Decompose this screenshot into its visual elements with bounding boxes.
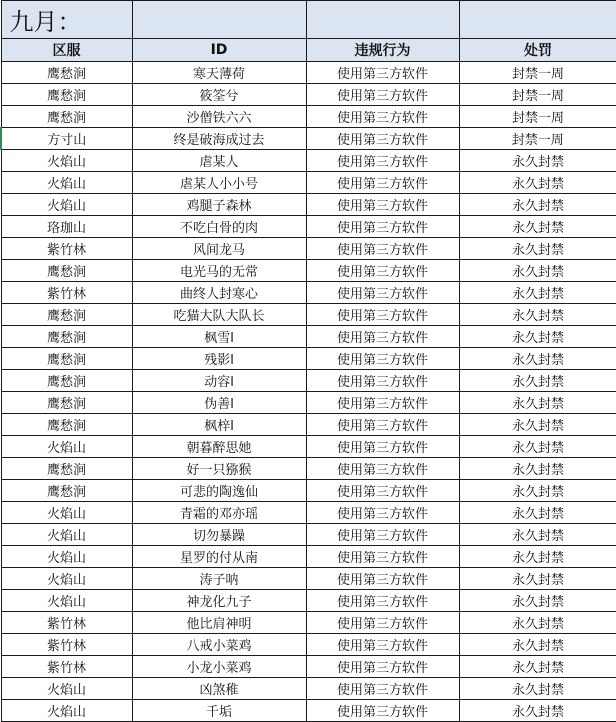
cell-server[interactable]: 鹰愁涧 — [1, 370, 132, 392]
cell-penalty[interactable]: 永久封禁 — [459, 414, 616, 436]
month-title[interactable]: 九月： — [1, 1, 132, 39]
cell-penalty[interactable]: 永久封禁 — [459, 656, 616, 678]
cell-player-id[interactable]: 寒天薄荷 — [132, 62, 306, 84]
cell-server[interactable]: 紫竹林 — [1, 612, 132, 634]
cell-violation[interactable]: 使用第三方软件 — [306, 326, 459, 348]
cell-penalty[interactable]: 永久封禁 — [459, 238, 616, 260]
cell-player-id[interactable]: 小龙小菜鸡 — [132, 656, 306, 678]
cell-violation[interactable]: 使用第三方软件 — [306, 282, 459, 304]
cell-penalty[interactable]: 永久封禁 — [459, 480, 616, 502]
title-row — [1, 1, 616, 39]
cell-penalty[interactable]: 永久封禁 — [459, 678, 616, 700]
cell-server[interactable]: 鹰愁涧 — [1, 480, 132, 502]
table-row — [1, 502, 616, 524]
cell-server[interactable]: 鹰愁涧 — [1, 458, 132, 480]
cell-violation[interactable]: 使用第三方软件 — [306, 194, 459, 216]
column-header-server[interactable]: 区服 — [1, 39, 132, 62]
cell-server[interactable]: 方寸山 — [1, 128, 132, 150]
title-cell-empty[interactable] — [459, 1, 616, 39]
cell-violation[interactable]: 使用第三方软件 — [306, 172, 459, 194]
cell-violation[interactable]: 使用第三方软件 — [306, 150, 459, 172]
cell-penalty[interactable]: 永久封禁 — [459, 150, 616, 172]
cell-server[interactable]: 鹰愁涧 — [1, 84, 132, 106]
cell-penalty[interactable]: 封禁一周 — [459, 128, 616, 150]
table-row — [1, 194, 616, 216]
cell-server[interactable]: 紫竹林 — [1, 656, 132, 678]
cell-player-id[interactable]: 他比肩神明 — [132, 612, 306, 634]
cell-server[interactable]: 鹰愁涧 — [1, 260, 132, 282]
column-header-penalty[interactable]: 处罚 — [459, 39, 616, 62]
cell-player-id[interactable]: 八戒小菜鸡 — [132, 634, 306, 656]
cell-player-id[interactable]: 不吃白骨的肉 — [132, 216, 306, 238]
table-row — [1, 304, 616, 326]
table-row — [1, 458, 616, 480]
table-row — [1, 172, 616, 194]
cell-violation[interactable]: 使用第三方软件 — [306, 678, 459, 700]
cell-player-id[interactable]: 青霜的邓亦瑶 — [132, 502, 306, 524]
cell-player-id[interactable]: 枫雪l — [132, 326, 306, 348]
cell-penalty[interactable]: 封禁一周 — [459, 106, 616, 128]
table-row — [1, 700, 616, 722]
cell-violation[interactable]: 使用第三方软件 — [306, 62, 459, 84]
cell-penalty[interactable]: 永久封禁 — [459, 348, 616, 370]
cell-penalty[interactable]: 永久封禁 — [459, 326, 616, 348]
cell-penalty[interactable]: 永久封禁 — [459, 392, 616, 414]
cell-violation[interactable]: 使用第三方软件 — [306, 612, 459, 634]
cell-server[interactable]: 鹰愁涧 — [1, 106, 132, 128]
column-header-violation[interactable]: 违规行为 — [306, 39, 459, 62]
cell-penalty[interactable]: 永久封禁 — [459, 304, 616, 326]
cell-violation[interactable]: 使用第三方软件 — [306, 106, 459, 128]
cell-server[interactable]: 火焰山 — [1, 194, 132, 216]
cell-violation[interactable]: 使用第三方软件 — [306, 238, 459, 260]
cell-violation[interactable]: 使用第三方软件 — [306, 568, 459, 590]
cell-player-id[interactable]: 终是破海成过去 — [132, 128, 306, 150]
cell-server[interactable]: 鹰愁涧 — [1, 304, 132, 326]
table-row — [1, 590, 616, 612]
header-row — [1, 39, 616, 62]
cell-violation[interactable]: 使用第三方软件 — [306, 414, 459, 436]
table-row — [1, 546, 616, 568]
cell-server[interactable]: 鹰愁涧 — [1, 326, 132, 348]
cell-violation[interactable]: 使用第三方软件 — [306, 634, 459, 656]
cell-penalty[interactable]: 永久封禁 — [459, 524, 616, 546]
cell-penalty[interactable]: 永久封禁 — [459, 216, 616, 238]
cell-player-id[interactable]: 鸡腿子森林 — [132, 194, 306, 216]
table-row — [1, 392, 616, 414]
cell-server[interactable]: 火焰山 — [1, 524, 132, 546]
cell-player-id[interactable]: 千垢 — [132, 700, 306, 722]
cell-player-id[interactable]: 虐某人小小号 — [132, 172, 306, 194]
cell-violation[interactable]: 使用第三方软件 — [306, 392, 459, 414]
cell-player-id[interactable]: 动容l — [132, 370, 306, 392]
cell-server[interactable]: 紫竹林 — [1, 238, 132, 260]
cell-violation[interactable]: 使用第三方软件 — [306, 216, 459, 238]
cell-penalty[interactable]: 封禁一周 — [459, 84, 616, 106]
title-cell-empty[interactable] — [306, 1, 459, 39]
cell-penalty[interactable]: 永久封禁 — [459, 612, 616, 634]
cell-player-id[interactable]: 残影l — [132, 348, 306, 370]
cell-violation[interactable]: 使用第三方软件 — [306, 700, 459, 722]
cell-violation[interactable]: 使用第三方软件 — [306, 436, 459, 458]
cell-server[interactable]: 火焰山 — [1, 568, 132, 590]
cell-violation[interactable]: 使用第三方软件 — [306, 458, 459, 480]
cell-player-id[interactable]: 好一只猕猴 — [132, 458, 306, 480]
cell-server[interactable]: 鹰愁涧 — [1, 392, 132, 414]
cell-player-id[interactable]: 电光马的无常 — [132, 260, 306, 282]
cell-violation[interactable]: 使用第三方软件 — [306, 84, 459, 106]
cell-penalty[interactable]: 永久封禁 — [459, 634, 616, 656]
table-row — [1, 370, 616, 392]
table-row — [1, 480, 616, 502]
cell-penalty[interactable]: 永久封禁 — [459, 436, 616, 458]
cell-server[interactable]: 火焰山 — [1, 590, 132, 612]
table-row — [1, 678, 616, 700]
cell-violation[interactable]: 使用第三方软件 — [306, 260, 459, 282]
cell-violation[interactable]: 使用第三方软件 — [306, 524, 459, 546]
cell-violation[interactable]: 使用第三方软件 — [306, 546, 459, 568]
cell-player-id[interactable]: 朝暮醉思她 — [132, 436, 306, 458]
cell-player-id[interactable]: 沙僧铁六六 — [132, 106, 306, 128]
cell-penalty[interactable]: 永久封禁 — [459, 260, 616, 282]
table-row — [1, 282, 616, 304]
cell-player-id[interactable]: 可悲的陶逸仙 — [132, 480, 306, 502]
table-row — [1, 612, 616, 634]
table-row — [1, 106, 616, 128]
cell-server[interactable]: 鹰愁涧 — [1, 348, 132, 370]
cell-violation[interactable]: 使用第三方软件 — [306, 348, 459, 370]
table-row — [1, 348, 616, 370]
table-row — [1, 568, 616, 590]
cell-violation[interactable]: 使用第三方软件 — [306, 502, 459, 524]
cell-player-id[interactable]: 涛子呐 — [132, 568, 306, 590]
cell-penalty[interactable]: 永久封禁 — [459, 458, 616, 480]
cell-violation[interactable]: 使用第三方软件 — [306, 304, 459, 326]
cell-server[interactable]: 火焰山 — [1, 546, 132, 568]
cell-player-id[interactable]: 枫梓l — [132, 414, 306, 436]
cell-penalty[interactable]: 永久封禁 — [459, 590, 616, 612]
cell-server[interactable]: 火焰山 — [1, 172, 132, 194]
table-row — [1, 216, 616, 238]
cell-player-id[interactable]: 虐某人 — [132, 150, 306, 172]
cell-penalty[interactable]: 永久封禁 — [459, 568, 616, 590]
column-header-id[interactable]: ID — [132, 39, 306, 62]
cell-penalty[interactable]: 永久封禁 — [459, 370, 616, 392]
table-row — [1, 260, 616, 282]
cell-penalty[interactable]: 永久封禁 — [459, 282, 616, 304]
table-row — [1, 326, 616, 348]
cell-violation[interactable]: 使用第三方软件 — [306, 590, 459, 612]
cell-player-id[interactable]: 曲终人封寒心 — [132, 282, 306, 304]
cell-player-id[interactable]: 风间龙马 — [132, 238, 306, 260]
table-row — [1, 150, 616, 172]
cell-player-id[interactable]: 伪善l — [132, 392, 306, 414]
table-row — [1, 238, 616, 260]
cell-player-id[interactable]: 神龙化九子 — [132, 590, 306, 612]
cell-penalty[interactable]: 永久封禁 — [459, 194, 616, 216]
cell-server[interactable]: 火焰山 — [1, 436, 132, 458]
cell-player-id[interactable]: 筱筌兮 — [132, 84, 306, 106]
cell-server[interactable]: 珞珈山 — [1, 216, 132, 238]
cell-penalty[interactable]: 封禁一周 — [459, 62, 616, 84]
cell-server[interactable]: 火焰山 — [1, 700, 132, 722]
cell-violation[interactable]: 使用第三方软件 — [306, 370, 459, 392]
cell-server[interactable]: 紫竹林 — [1, 282, 132, 304]
title-cell-empty[interactable] — [132, 1, 306, 39]
table-row — [1, 128, 616, 150]
table-row — [1, 62, 616, 84]
cell-violation[interactable]: 使用第三方软件 — [306, 480, 459, 502]
table-row — [1, 634, 616, 656]
table-row — [1, 84, 616, 106]
table-row — [1, 524, 616, 546]
cell-server[interactable]: 火焰山 — [1, 150, 132, 172]
cell-violation[interactable]: 使用第三方软件 — [306, 656, 459, 678]
cell-player-id[interactable]: 切勿暴躁 — [132, 524, 306, 546]
table-row — [1, 436, 616, 458]
cell-penalty[interactable]: 永久封禁 — [459, 700, 616, 722]
table-row — [1, 414, 616, 436]
cell-player-id[interactable]: 凶煞稚 — [132, 678, 306, 700]
cell-server[interactable]: 鹰愁涧 — [1, 62, 132, 84]
cell-server[interactable]: 火焰山 — [1, 678, 132, 700]
cell-server[interactable]: 鹰愁涧 — [1, 414, 132, 436]
cell-server[interactable]: 火焰山 — [1, 502, 132, 524]
table-row — [1, 656, 616, 678]
cell-server[interactable]: 紫竹林 — [1, 634, 132, 656]
cell-penalty[interactable]: 永久封禁 — [459, 172, 616, 194]
cell-penalty[interactable]: 永久封禁 — [459, 502, 616, 524]
cell-player-id[interactable]: 吃猫大队大队长 — [132, 304, 306, 326]
cell-violation[interactable]: 使用第三方软件 — [306, 128, 459, 150]
cell-penalty[interactable]: 永久封禁 — [459, 546, 616, 568]
cell-player-id[interactable]: 星罗的付从南 — [132, 546, 306, 568]
